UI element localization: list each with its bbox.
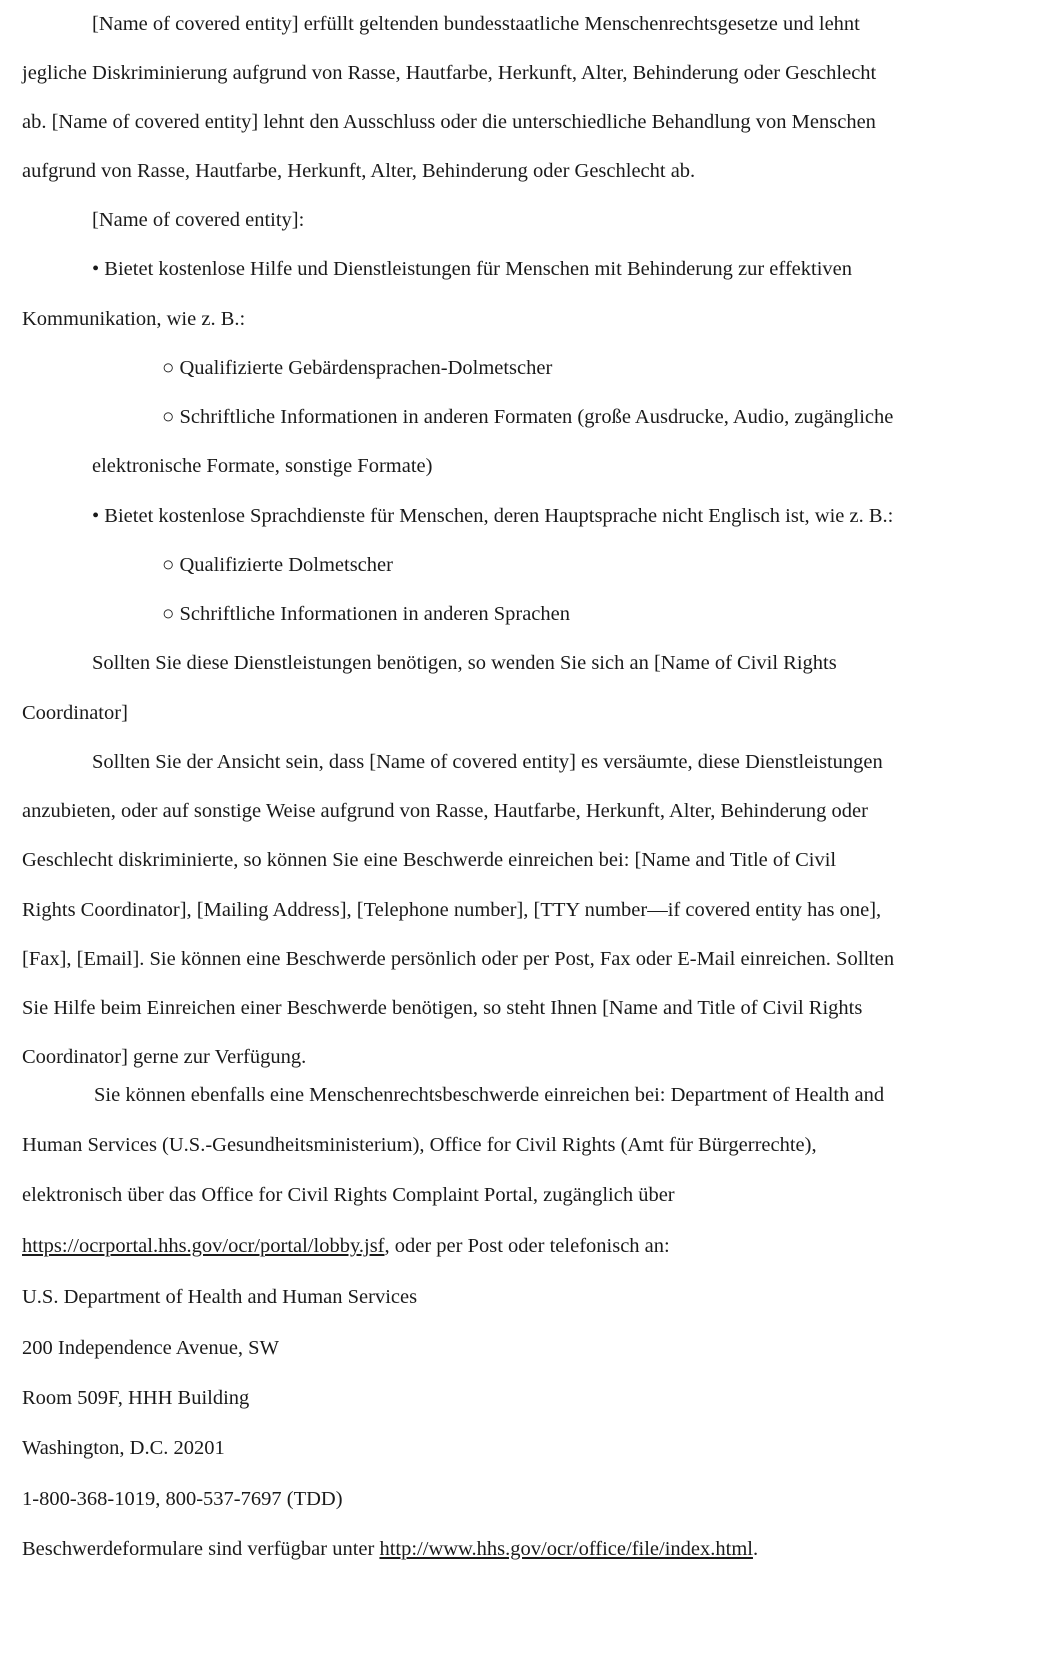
ocr-portal-link[interactable]: https://ocrportal.hhs.gov/ocr/portal/lobby.jsf (22, 1235, 385, 1257)
text-line: Coordinator] gerne zur Verfügung. (22, 1046, 307, 1068)
text-line: [Fax], [Email]. Sie können eine Beschwerde persönlich oder per Post, Fax oder E-Mail einreichen. Sollten (22, 948, 895, 970)
text-line: Sie können ebenfalls eine Menschenrechtsbeschwerde einreichen bei: Department of Health and (94, 1084, 885, 1106)
address-line: Washington, D.C. 20201 (22, 1437, 225, 1459)
text-line: elektronische Formate, sonstige Formate) (92, 455, 433, 477)
forms-line (22, 1537, 758, 1561)
address-line: 200 Independence Avenue, SW (22, 1337, 279, 1359)
text-line: Geschlecht diskriminierte, so können Sie eine Beschwerde einreichen bei: [Name and Title of Civil (22, 849, 837, 871)
sub-bullet-item: ○ Schriftliche Informationen in anderen Sprachen (162, 603, 570, 625)
text-line: Sollten Sie der Ansicht sein, dass [Name of covered entity] es versäumte, diese Dienstleistungen (92, 751, 883, 773)
address-line: U.S. Department of Health and Human Services (22, 1286, 418, 1308)
sub-bullet-item: ○ Qualifizierte Dolmetscher (162, 554, 393, 576)
portal-line-rest: , oder per Post oder telefonisch an: (384, 1235, 670, 1257)
forms-line-end: . (752, 1538, 759, 1560)
text-line: [Name of covered entity]: (92, 209, 305, 231)
text-line: ab. [Name of covered entity] lehnt den Ausschluss oder die unterschiedliche Behandlung von Menschen (22, 111, 876, 133)
sub-bullet-item: ○ Qualifizierte Gebärdensprachen-Dolmetscher (162, 357, 553, 379)
text-line: aufgrund von Rasse, Hautfarbe, Herkunft, Alter, Behinderung oder Geschlecht ab. (22, 160, 696, 182)
bullet-item: • Bietet kostenlose Sprachdienste für Menschen, deren Hauptsprache nicht Englisch ist, wie z. B.: (92, 505, 894, 527)
phone-line: 1-800-368-1019, 800-537-7697 (TDD) (22, 1488, 343, 1510)
bullet-item: • Bietet kostenlose Hilfe und Dienstleistungen für Menschen mit Behinderung zur effektiven (92, 258, 852, 280)
complaint-forms-link[interactable]: http://www.hhs.gov/ocr/office/file/index.html (379, 1538, 753, 1560)
text-line: Coordinator] (22, 702, 128, 724)
address-line: Room 509F, HHH Building (22, 1387, 250, 1409)
sub-bullet-item: ○ Schriftliche Informationen in anderen Formaten (große Ausdrucke, Audio, zugängliche (162, 406, 894, 428)
text-line: [Name of covered entity] erfüllt geltenden bundesstaatliche Menschenrechtsgesetze und lehnt (92, 13, 860, 35)
forms-line-text: Beschwerdeformulare sind verfügbar unter (22, 1538, 380, 1560)
text-line: Rights Coordinator], [Mailing Address], [Telephone number], [TTY number—if covered entity has one], (22, 899, 882, 921)
text-line: Human Services (U.S.-Gesundheitsministerium), Office for Civil Rights (Amt für Bürgerrechte), (22, 1134, 817, 1156)
document-page (22, 0, 1022, 1678)
text-line: Sollten Sie diese Dienstleistungen benötigen, so wenden Sie sich an [Name of Civil Rights (92, 652, 837, 674)
text-line: jegliche Diskriminierung aufgrund von Rasse, Hautfarbe, Herkunft, Alter, Behinderung oder Geschlecht (22, 62, 877, 84)
text-line: elektronisch über das Office for Civil Rights Complaint Portal, zugänglich über (22, 1184, 675, 1206)
portal-line (22, 1234, 670, 1258)
text-line: Kommunikation, wie z. B.: (22, 308, 246, 330)
text-line: Sie Hilfe beim Einreichen einer Beschwerde benötigen, so steht Ihnen [Name and Title of Civil Rights (22, 997, 863, 1019)
text-line: anzubieten, oder auf sonstige Weise aufgrund von Rasse, Hautfarbe, Herkunft, Alter, Behinderung oder (22, 800, 868, 822)
